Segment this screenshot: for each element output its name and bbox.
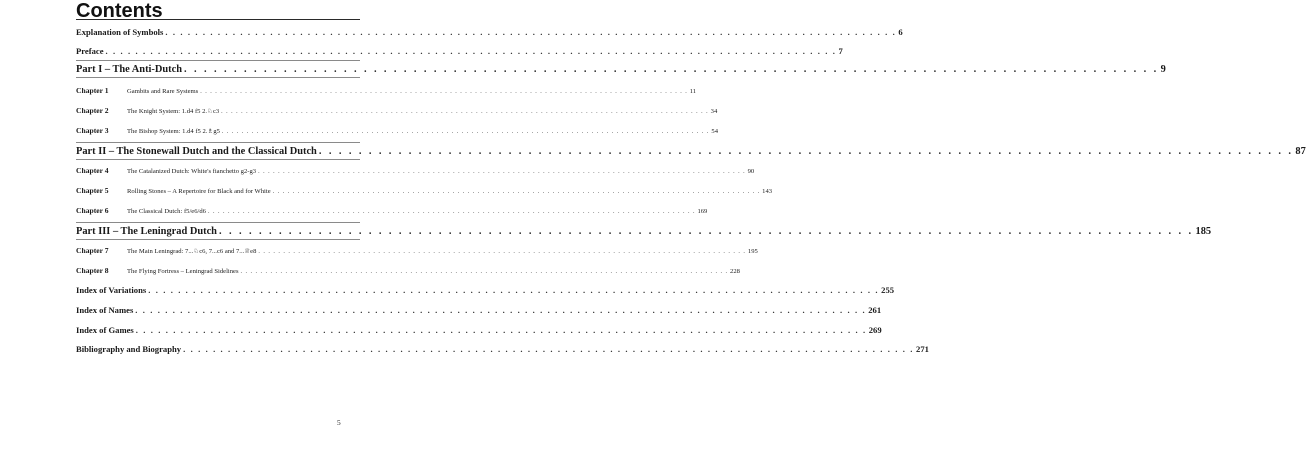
toc-entry <box>76 305 882 315</box>
chapter-title: The Bishop System: 1.d4 f5 2.♗g5 <box>127 128 220 135</box>
dot-leader: . . . . . . . . . . . . . . . . . . . . . . . . . . . . . . . . . . . . . . . . . . . . . . . . . . . . . . . . . . . . . . . . . . . . . . . . . . . . . . . . . . . . . . . . . . . . . . . . . . <box>105 46 837 56</box>
chapter-title: The Main Leningrad: 7...♘c6, 7...c6 and 7...♕e8 <box>127 248 257 255</box>
toc-entry <box>76 27 903 37</box>
page-ref: 185 <box>1195 226 1212 237</box>
page-ref: 261 <box>868 305 882 315</box>
toc-part-entry <box>76 226 1212 237</box>
entry-title: Bibliography and Biography <box>76 344 182 354</box>
dot-leader: . . . . . . . . . . . . . . . . . . . . . . . . . . . . . . . . . . . . . . . . . . . . . . . . . . . . . . . . . . . . . . . . . . . . . . . . . . . . . . . . . . . . . . . . . . . . . . . . . . <box>135 305 867 315</box>
chapter-title: The Knight System: 1.d4 f5 2.♘c3 <box>127 108 220 115</box>
page-ref: 269 <box>868 325 882 335</box>
page-ref: 228 <box>730 268 740 275</box>
dot-leader: . . . . . . . . . . . . . . . . . . . . . . . . . . . . . . . . . . . . . . . . . . . . . . . . . . . . . . . . . . . . . . . . . . . . . . . . . . . . . . . . . . . . . . . . . . . . . . . . . . <box>240 269 729 275</box>
dot-leader: . . . . . . . . . . . . . . . . . . . . . . . . . . . . . . . . . . . . . . . . . . . . . . . . . . . . . . . . . . . . . . . . . . . . . . . . . . . . . . . . . . . . . . . . . . . . . . . . . . <box>258 249 746 255</box>
dot-leader: . . . . . . . . . . . . . . . . . . . . . . . . . . . . . . . . . . . . . . . . . . . . . . . . . . . . . . . . . . . . . . . . . . . . . . . . . . . . . . . . . . . . . . . . . . . . . . . . . . <box>218 226 1194 237</box>
toc-chapter-entry <box>76 186 773 195</box>
toc-part-entry <box>76 64 1166 75</box>
dot-leader: . . . . . . . . . . . . . . . . . . . . . . . . . . . . . . . . . . . . . . . . . . . . . . . . . . . . . . . . . . . . . . . . . . . . . . . . . . . . . . . . . . . . . . . . . . . . . . . . . . <box>207 209 696 215</box>
dot-leader: . . . . . . . . . . . . . . . . . . . . . . . . . . . . . . . . . . . . . . . . . . . . . . . . . . . . . . . . . . . . . . . . . . . . . . . . . . . . . . . . . . . . . . . . . . . . . . . . . . <box>165 27 897 37</box>
toc-entry <box>76 325 882 335</box>
dot-leader: . . . . . . . . . . . . . . . . . . . . . . . . . . . . . . . . . . . . . . . . . . . . . . . . . . . . . . . . . . . . . . . . . . . . . . . . . . . . . . . . . . . . . . . . . . . . . . . . . . <box>184 64 1159 75</box>
page-number: 5 <box>337 418 341 427</box>
part-rule-bottom <box>76 159 360 160</box>
page-ref: 169 <box>697 208 708 215</box>
chapter-number: Chapter 8 <box>76 266 109 275</box>
part-rule-bottom <box>76 77 360 78</box>
page-ref: 271 <box>916 344 929 354</box>
page-ref: 11 <box>689 88 697 95</box>
chapter-number: Chapter 5 <box>76 186 109 195</box>
chapter-title: The Classical Dutch: f5/e6/d6 <box>127 208 206 215</box>
page-ref: 255 <box>881 285 895 295</box>
toc-chapter-entry <box>76 166 755 175</box>
title-rule <box>76 19 360 20</box>
page-ref: 195 <box>747 248 758 255</box>
entry-title: Preface <box>76 46 104 56</box>
toc-chapter-entry <box>76 246 758 255</box>
dot-leader: . . . . . . . . . . . . . . . . . . . . . . . . . . . . . . . . . . . . . . . . . . . . . . . . . . . . . . . . . . . . . . . . . . . . . . . . . . . . . . . . . . . . . . . . . . . . . . . . . . <box>221 129 710 135</box>
chapter-number: Chapter 2 <box>76 106 109 115</box>
page-ref: 90 <box>747 168 755 175</box>
part-title: Part I – The Anti-Dutch <box>76 64 183 75</box>
toc-entry <box>76 46 843 56</box>
dot-leader: . . . . . . . . . . . . . . . . . . . . . . . . . . . . . . . . . . . . . . . . . . . . . . . . . . . . . . . . . . . . . . . . . . . . . . . . . . . . . . . . . . . . . . . . . . . . . . . . . . <box>200 89 688 95</box>
toc-entry <box>76 344 929 354</box>
entry-title: Index of Names <box>76 305 134 315</box>
chapter-title: The Flying Fortress – Leningrad Sidelines <box>127 268 239 275</box>
toc-chapter-entry <box>76 86 697 95</box>
dot-leader: . . . . . . . . . . . . . . . . . . . . . . . . . . . . . . . . . . . . . . . . . . . . . . . . . . . . . . . . . . . . . . . . . . . . . . . . . . . . . . . . . . . . . . . . . . . . . . . . . . <box>318 146 1294 157</box>
toc-chapter-entry <box>76 206 708 215</box>
chapter-number: Chapter 6 <box>76 206 109 215</box>
toc-chapter-entry <box>76 266 740 275</box>
dot-leader: . . . . . . . . . . . . . . . . . . . . . . . . . . . . . . . . . . . . . . . . . . . . . . . . . . . . . . . . . . . . . . . . . . . . . . . . . . . . . . . . . . . . . . . . . . . . . . . . . . <box>148 285 880 295</box>
page-ref: 34 <box>710 108 718 115</box>
page-ref: 9 <box>1160 64 1166 75</box>
chapter-title: Rolling Stones – A Repertoire for Black and for White <box>127 188 271 195</box>
page-ref: 143 <box>762 188 773 195</box>
chapter-number: Chapter 1 <box>76 86 109 95</box>
page-title: Contents <box>76 0 163 22</box>
chapter-number: Chapter 7 <box>76 246 109 255</box>
page-ref: 7 <box>838 46 843 56</box>
chapter-number: Chapter 3 <box>76 126 109 135</box>
dot-leader: . . . . . . . . . . . . . . . . . . . . . . . . . . . . . . . . . . . . . . . . . . . . . . . . . . . . . . . . . . . . . . . . . . . . . . . . . . . . . . . . . . . . . . . . . . . . . . . . . . <box>135 325 867 335</box>
part-rule-bottom <box>76 239 360 240</box>
part-rule-top <box>76 142 360 143</box>
entry-title: Index of Variations <box>76 285 147 295</box>
part-title: Part II – The Stonewall Dutch and the Classical Dutch <box>76 146 317 157</box>
dot-leader: . . . . . . . . . . . . . . . . . . . . . . . . . . . . . . . . . . . . . . . . . . . . . . . . . . . . . . . . . . . . . . . . . . . . . . . . . . . . . . . . . . . . . . . . . . . . . . . . . . <box>183 344 915 354</box>
chapter-title: The Catalanized Dutch: White's fianchetto g2-g3 <box>127 168 257 175</box>
toc-part-entry <box>76 146 1306 157</box>
page-ref: 6 <box>898 27 903 37</box>
entry-title: Explanation of Symbols <box>76 27 164 37</box>
part-rule-top <box>76 60 360 61</box>
toc-chapter-entry <box>76 106 718 115</box>
chapter-title: Gambits and Rare Systems <box>127 88 199 95</box>
toc-entry <box>76 285 895 295</box>
toc-chapter-entry <box>76 126 719 135</box>
entry-title: Index of Games <box>76 325 134 335</box>
dot-leader: . . . . . . . . . . . . . . . . . . . . . . . . . . . . . . . . . . . . . . . . . . . . . . . . . . . . . . . . . . . . . . . . . . . . . . . . . . . . . . . . . . . . . . . . . . . . . . . . . . <box>258 169 746 175</box>
page-ref: 87 <box>1295 146 1306 157</box>
part-title: Part III – The Leningrad Dutch <box>76 226 217 237</box>
page-ref: 54 <box>711 128 719 135</box>
dot-leader: . . . . . . . . . . . . . . . . . . . . . . . . . . . . . . . . . . . . . . . . . . . . . . . . . . . . . . . . . . . . . . . . . . . . . . . . . . . . . . . . . . . . . . . . . . . . . . . . . . <box>272 189 761 195</box>
dot-leader: . . . . . . . . . . . . . . . . . . . . . . . . . . . . . . . . . . . . . . . . . . . . . . . . . . . . . . . . . . . . . . . . . . . . . . . . . . . . . . . . . . . . . . . . . . . . . . . . . . <box>221 109 709 115</box>
chapter-number: Chapter 4 <box>76 166 109 175</box>
part-rule-top <box>76 222 360 223</box>
